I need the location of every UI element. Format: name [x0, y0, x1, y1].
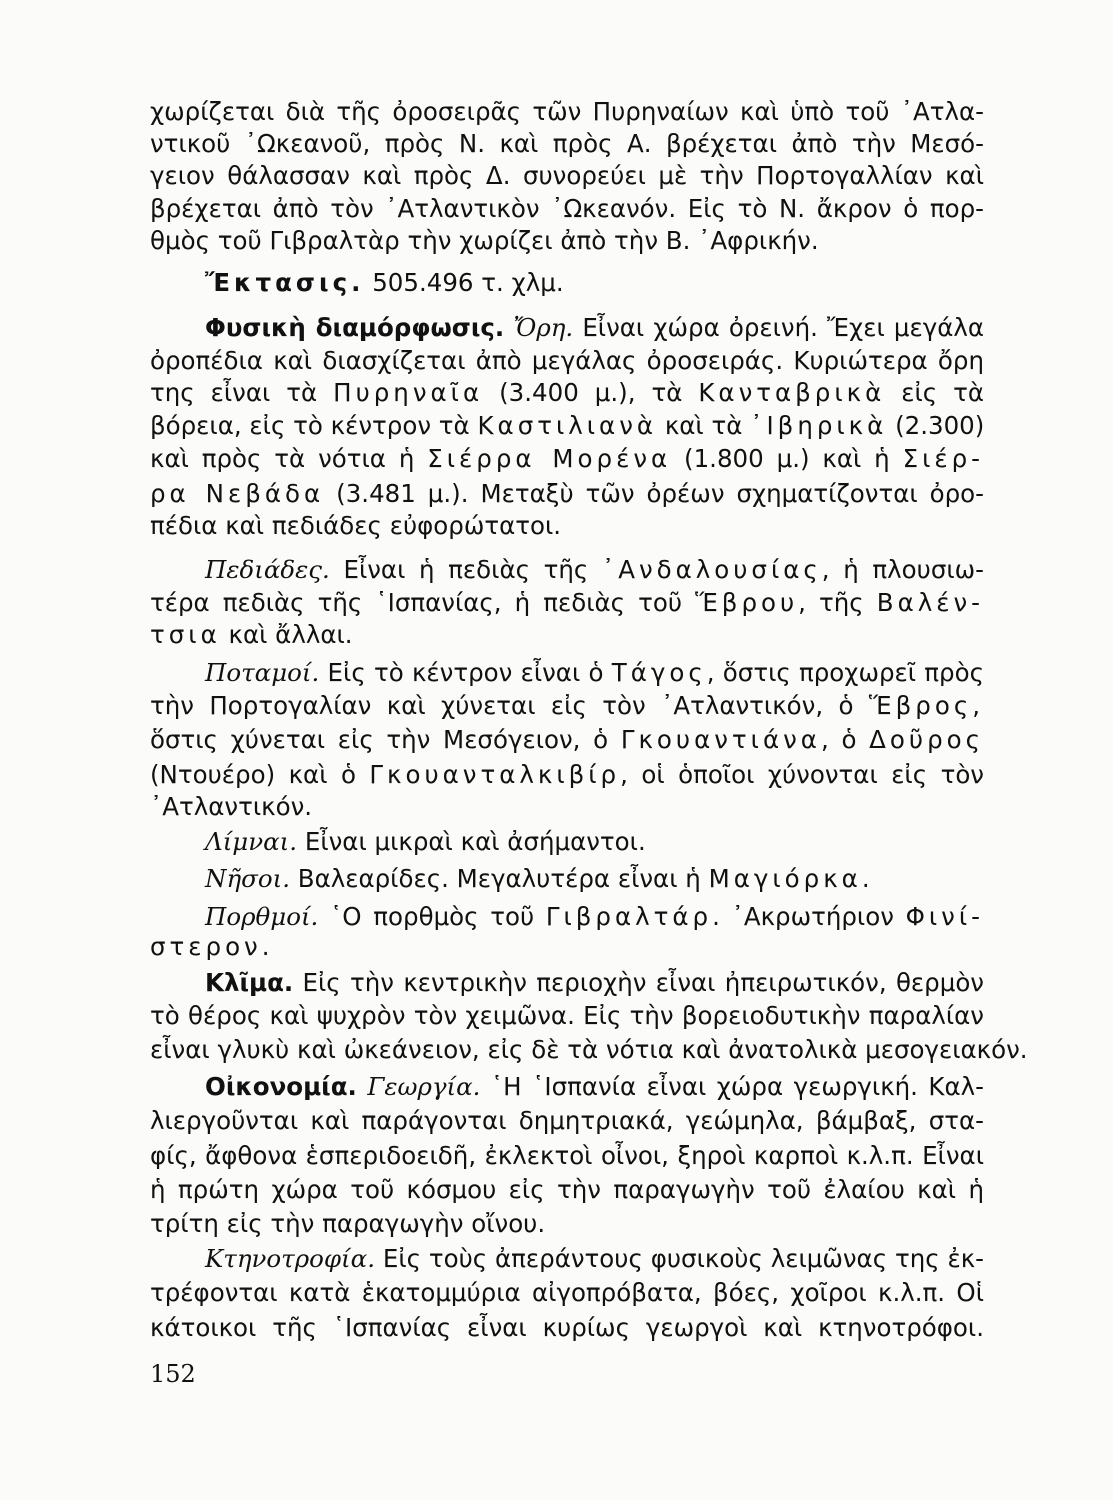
text: , ἡ πλουσιω- [821, 555, 984, 584]
text-line [150, 129, 984, 159]
text: λιεργοῦνται καὶ παράγονται δημητριακά, γεώμηλα, βάμβαξ, στα- [150, 1106, 984, 1135]
text-line [150, 760, 984, 790]
text: ἡ πρώτη χώρα τοῦ κόσμου εἰς τὴν παραγωγὴν τοῦ ἐλαίου καὶ ἡ [150, 1175, 984, 1204]
text: Εἶναι χώρα ὀρεινή. Ἔχει μεγάλα [573, 313, 984, 342]
text: Εἶναι μικραὶ καὶ ἀσήμαντοι. [297, 827, 646, 856]
text: Εἶναι ἡ πεδιὰς τῆς [329, 555, 602, 584]
text: , ὅστις προχωρεῖ πρὸς [706, 658, 984, 687]
text: γειον θάλασσαν καὶ πρὸς Δ. συνορεύει μὲ τὴν Πορτογαλλίαν καὶ [150, 161, 984, 190]
text-line [150, 588, 984, 618]
spaced-name: στερον [150, 932, 262, 961]
text: χωρίζεται διὰ τῆς ὀροσειρᾶς τῶν Πυρηναίων καὶ ὑπὸ τοῦ ᾿Ατλα- [150, 97, 984, 126]
text-line [150, 1175, 984, 1205]
spaced-name: ρα Νεβάδα [150, 479, 325, 508]
spaced-name: Κανταβρικὰ [698, 378, 886, 407]
text: φίς, ἄφθονα ἑσπεριδοειδῆ, ἐκλεκτοὶ οἶνοι, ξηροὶ καρποὶ κ.λ.π. Εἶναι [150, 1141, 984, 1170]
section-heading: Ἔκτασις. [205, 268, 365, 297]
spaced-name: Σιέρ- [902, 444, 984, 473]
text: ὀροπέδια καὶ διασχίζεται ἀπὸ μεγάλας ὀροσειράς. Κυριώτερα ὄρη [150, 346, 984, 375]
text-line [150, 378, 984, 408]
text: κάτοικοι τῆς ῾Ισπανίας εἶναι κυρίως γεωργοὶ καὶ κτηνοτρόφοι. [150, 1313, 984, 1342]
text-line [150, 1313, 984, 1343]
spaced-name: ᾿Ιβηρικὰ [750, 411, 888, 440]
text: εἰς τὰ [885, 378, 984, 407]
text-line [150, 161, 984, 191]
spaced-name: Δοῦρος [869, 725, 985, 754]
text-line [150, 444, 984, 474]
text-line [150, 1278, 984, 1308]
section-heading: Φυσικὴ διαμόρφωσις. [205, 313, 505, 342]
text: , ὁ [820, 725, 870, 754]
section-islands [205, 864, 984, 894]
text: καὶ ἄλλαι. [220, 620, 353, 649]
spaced-name: Γκουαντιάνα [620, 725, 821, 754]
text-line [150, 620, 984, 650]
spaced-name: ᾿Ανδαλουσίας [601, 555, 822, 584]
text: (1.800 μ.) καὶ ἡ [671, 444, 903, 473]
text: θμὸς τοῦ Γιβραλτὰρ τὴν χωρίζει ἀπὸ τὴν Β. ᾿Αφρικήν. [150, 226, 819, 255]
text: τρίτη εἰς τὴν παραγωγὴν οἴνου. [150, 1209, 546, 1238]
text: βρέχεται ἀπὸ τὸν ᾿Ατλαντικὸν ᾿Ωκεανόν. Εἰς τὸ Ν. ἄκρον ὁ πορ- [150, 194, 984, 223]
section-ektasis [205, 268, 984, 298]
text: , οἱ ὁποῖοι χύνονται εἰς τὸν [620, 760, 984, 789]
text: ῾Η ῾Ισπανία εἶναι χώρα γεωργική. Καλ- [480, 1072, 984, 1101]
text: . ᾿Ακρωτήριον [712, 902, 906, 931]
text-line [150, 346, 984, 376]
section-heading: Κλῖμα. [205, 968, 294, 997]
section-economy [205, 1072, 984, 1102]
text-line [150, 511, 984, 541]
text: καὶ τὰ [657, 411, 751, 440]
text: ῾Ο πορθμὸς τοῦ [318, 902, 546, 931]
text: ᾿Ατλαντικόν. [150, 792, 313, 821]
text: ὅστις χύνεται εἰς τὴν Μεσόγειον, ὁ [150, 725, 621, 754]
section-physical [205, 313, 984, 343]
section-climate [205, 968, 984, 998]
text-line [150, 194, 984, 224]
spaced-name: Βαλέν- [876, 588, 984, 617]
text-line [150, 1106, 984, 1136]
section-rivers [205, 658, 984, 688]
subheading: Λίμναι. [205, 827, 298, 856]
text: τέρα πεδιὰς τῆς ῾Ισπανίας, ἡ πεδιὰς τοῦ [150, 588, 696, 617]
text-line [150, 932, 984, 962]
section-lakes [205, 827, 984, 857]
text: . [261, 932, 270, 961]
subheading: Κτηνοτροφία. [205, 1244, 375, 1273]
spaced-name: Φινί- [905, 902, 984, 931]
text: Εἰς τὴν κεντρικὴν περιοχὴν εἶναι ἠπειρωτικόν, θερμὸν [293, 968, 984, 997]
spaced-name: Γκουανταλκιβίρ [369, 760, 621, 789]
text-line [150, 97, 984, 127]
text: της εἶναι τὰ [150, 378, 334, 407]
spaced-name: Καστιλιανὰ [477, 411, 658, 440]
spaced-name: Τάγος [611, 658, 707, 687]
text: , τῆς [798, 588, 877, 617]
spaced-name: Σιέρρα Μορένα [427, 444, 672, 473]
text-line [150, 725, 984, 755]
text-line [150, 479, 984, 509]
text-line [150, 411, 984, 441]
section-heading: Οἰκονομία. [205, 1072, 357, 1101]
text: (Ντουέρο) καὶ ὁ [150, 760, 370, 789]
text: πέδια καὶ πεδιάδες εὐφορώτατοι. [150, 511, 562, 540]
section-straits [205, 902, 984, 932]
text: Εἰς τοὺς ἀπεράντους φυσικοὺς λειμῶνας της ἐκ- [374, 1244, 984, 1273]
text: (2.300) [887, 411, 985, 440]
text: Βαλεαρίδες. Μεγαλυτέρα εἶναι ἡ [289, 864, 709, 893]
text-line [150, 1209, 984, 1239]
text-line [150, 1001, 984, 1031]
text: (3.481 μ.). Μεταξὺ τῶν ὀρέων σχηματίζονται ὀρο- [324, 479, 984, 508]
text: εἶναι γλυκὺ καὶ ὠκεάνειον, εἰς δὲ τὰ νότια καὶ ἀνατολικὰ μεσογειακόν. [150, 1035, 1028, 1064]
subheading: Ὄρη. [504, 313, 574, 342]
section-livestock [205, 1244, 984, 1274]
text: ντικοῦ ᾿Ωκεανοῦ, πρὸς Ν. καὶ πρὸς Α. βρέχεται ἀπὸ τὴν Μεσό- [150, 129, 984, 158]
spaced-name: Γιβραλτάρ [545, 902, 713, 931]
section-plains [205, 555, 984, 585]
text: καὶ πρὸς τὰ νότια ἡ [150, 444, 428, 473]
spaced-name: Ἕβρου [695, 588, 799, 617]
subheading: Ποταμοί. [205, 658, 320, 687]
text: τὸ θέρος καὶ ψυχρὸν τὸν χειμῶνα. Εἰς τὴν βορειοδυτικὴν παραλίαν [150, 1001, 984, 1030]
text-line [150, 792, 984, 822]
spaced-name: Πυρηναῖα [333, 378, 484, 407]
text: (3.400 μ.), τὰ [483, 378, 699, 407]
text-line [150, 226, 984, 256]
text: 505.496 τ. χλμ. [364, 268, 564, 297]
text: . [861, 864, 870, 893]
text-line [150, 1035, 1028, 1065]
spaced-name: Ἕβρος, [868, 691, 984, 720]
text: τὴν Πορτογαλίαν καὶ χύνεται εἰς τὸν ᾿Ατλαντικόν, ὁ [150, 691, 869, 720]
subheading: Νῆσοι. [205, 864, 290, 893]
spaced-name: τσια [150, 620, 221, 649]
subheading: Γεωργία. [356, 1072, 481, 1101]
subheading: Πορθμοί. [205, 902, 319, 931]
spaced-name: Μαγιόρκα [708, 864, 862, 893]
page-number: 152 [150, 1360, 196, 1388]
text: Εἰς τὸ κέντρον εἶναι ὁ [319, 658, 612, 687]
subheading: Πεδιάδες. [205, 555, 330, 584]
text: τρέφονται κατὰ ἑκατομμύρια αἰγοπρόβατα, βόες, χοῖροι κ.λ.π. Οἱ [150, 1278, 984, 1307]
text: βόρεια, εἰς τὸ κέντρον τὰ [150, 411, 478, 440]
text-line [150, 691, 984, 721]
text-line [150, 1141, 984, 1171]
